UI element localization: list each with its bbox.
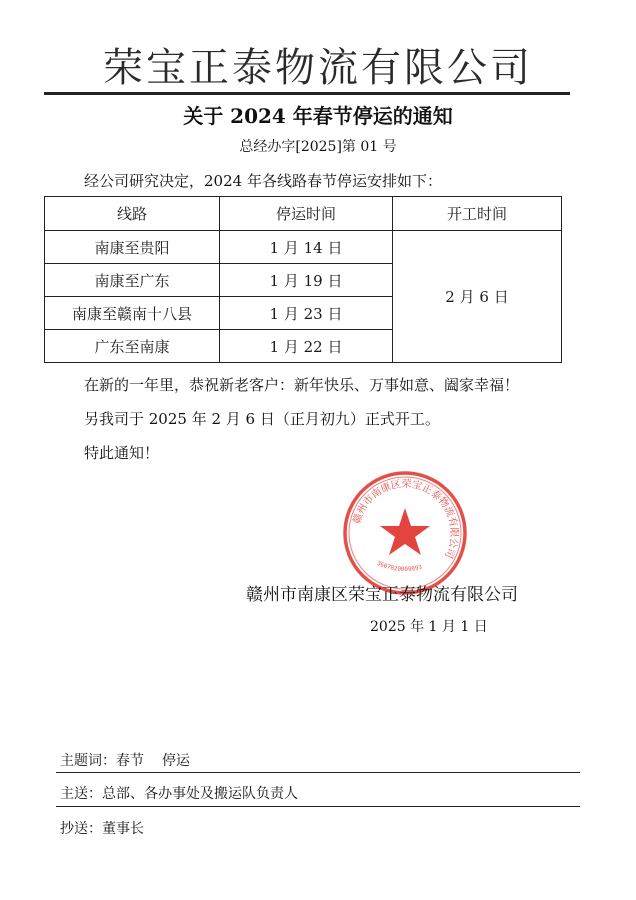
main-recipients: 主送：总部、各办事处及搬运队负责人 [60,786,298,802]
route-cell: 广东至南康 [45,330,220,363]
header-route: 线路 [45,197,220,231]
greeting-paragraph: 在新的一年里，恭祝新老客户：新年快乐、万事如意、阖家幸福！ [84,376,520,394]
signature-date: 2025 年 1 月 1 日 [370,619,488,635]
footer-divider [56,772,580,773]
closing-paragraph: 特此通知！ [84,444,160,462]
intro-paragraph: 经公司研究决定，2024 年各线路春节停运安排如下： [84,172,442,190]
table-header-row [45,197,562,231]
route-cell: 南康至广东 [45,264,220,297]
stop-cell: 1 月 22 日 [220,330,393,363]
seal-number: 3607820009893 [375,559,423,574]
route-cell: 南康至贵阳 [45,231,220,264]
cc-recipients: 抄送：董事长 [60,821,144,837]
footer-divider [56,806,580,807]
seal-star-icon [380,508,430,555]
resume-cell: 2 月 6 日 [393,231,562,363]
notice-title: 关于 2024 年春节停运的通知 [183,104,453,128]
header-stop-time: 停运时间 [220,197,393,231]
resume-paragraph: 另我司于 2025 年 2 月 6 日（正月初九）正式开工。 [84,410,440,428]
stop-cell: 1 月 14 日 [220,231,393,264]
subject-keyword: 春节 [116,753,144,769]
company-letterhead: 荣宝正泰物流有限公司 [103,45,533,91]
stop-cell: 1 月 19 日 [220,264,393,297]
signature-company: 赣州市南康区荣宝正泰物流有限公司 [246,585,518,605]
stop-cell: 1 月 23 日 [220,297,393,330]
route-cell: 南康至赣南十八县 [45,297,220,330]
company-seal-stamp [340,468,470,598]
subject-keyword: 停运 [162,753,190,769]
schedule-table [44,196,562,363]
header-resume-time: 开工时间 [393,197,562,231]
subject-label: 主题词： [60,753,116,769]
table-row [45,231,562,264]
seal-ring-text: 赣州市南康区荣宝正泰物流有限公司 [351,478,460,560]
letterhead-rule [44,92,570,95]
subject-keywords [60,750,190,770]
document-number: 总经办字[2025]第 01 号 [239,139,397,155]
